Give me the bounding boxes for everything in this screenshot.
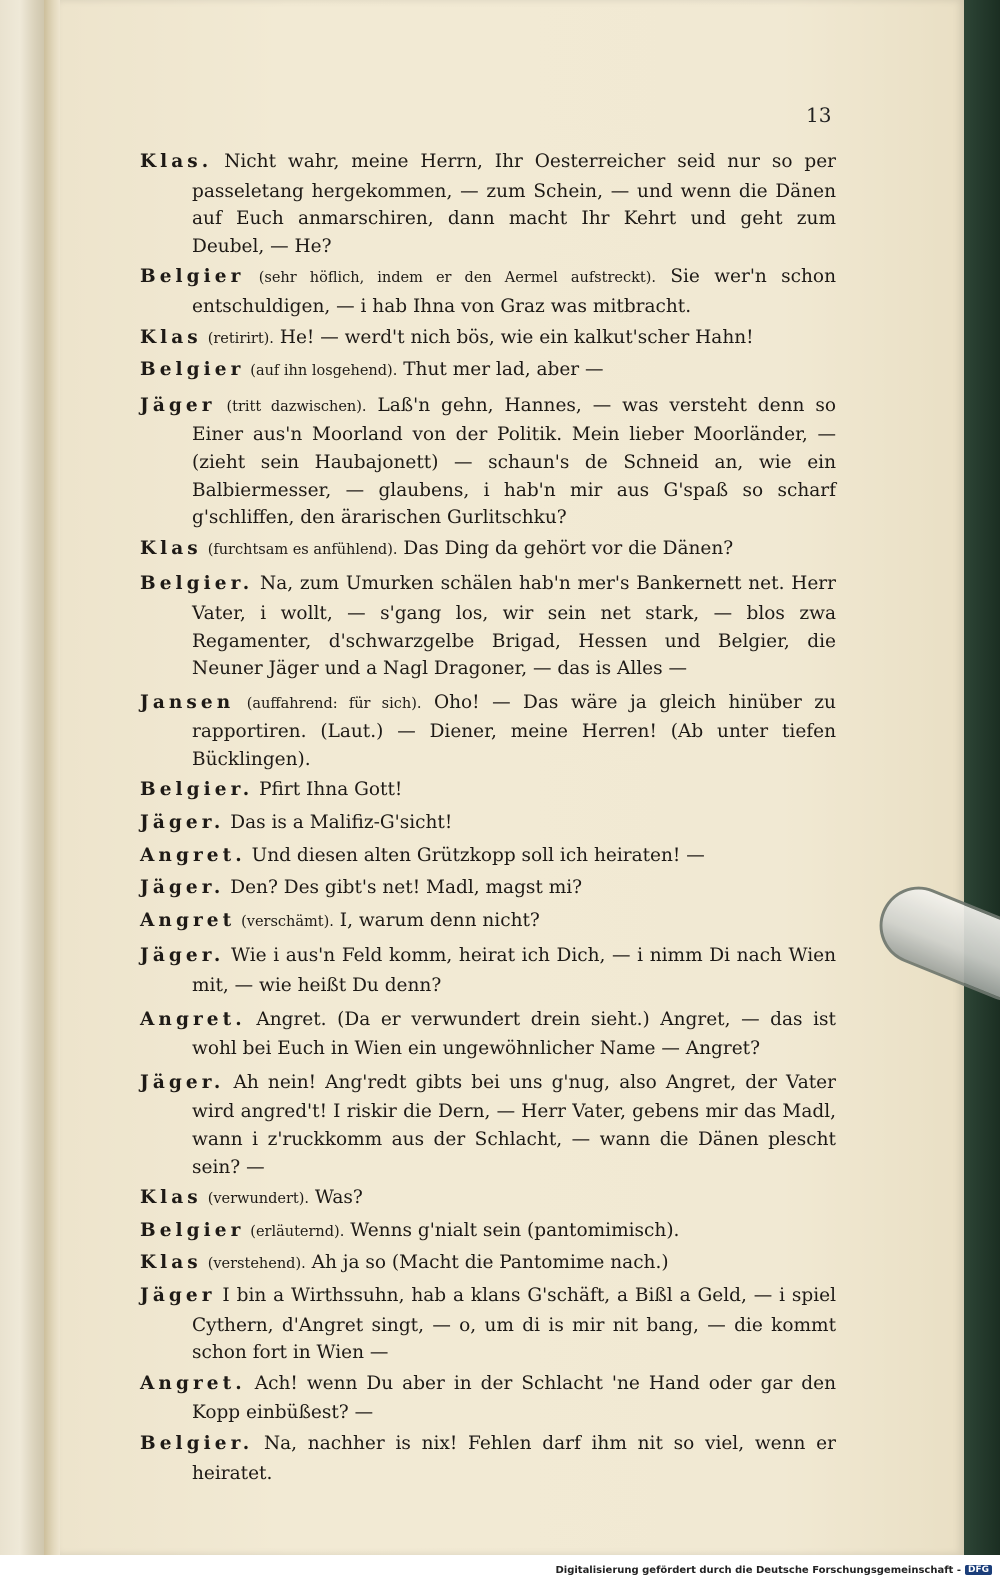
line-text: Nicht wahr, meine Herrn, Ihr Oesterreicher seid nur so per passeletang hergekommen, — zum Schein, — und wenn die Dänen auf Euch anmarschiren, dann macht Ihr Kehrt und geht zum Deubel, — He? bbox=[192, 151, 836, 257]
dialogue-line bbox=[140, 874, 836, 904]
line-text: Thut mer lad, aber — bbox=[403, 359, 604, 381]
dialogue-text bbox=[140, 148, 836, 1490]
dialogue-line bbox=[140, 263, 836, 320]
dialogue-line bbox=[140, 1282, 836, 1367]
stage-direction: (auffahrend: für sich). bbox=[246, 695, 422, 712]
scan-background bbox=[964, 0, 1000, 1555]
stage-direction: (tritt dazwischen). bbox=[226, 398, 367, 415]
line-text: He! — werd't nich bös, wie ein kalkut'scher Hahn! bbox=[279, 326, 754, 348]
speaker-name: Belgier. bbox=[140, 1432, 254, 1454]
gutter-shadow bbox=[44, 0, 60, 1555]
speaker-name: Angret. bbox=[140, 1372, 246, 1394]
stage-direction: (sehr höflich, indem er den Aermel aufstreckt). bbox=[258, 270, 656, 287]
line-text: Wenns g'nialt sein (pantomimisch). bbox=[350, 1219, 680, 1241]
stage-direction: (auf ihn losgehend). bbox=[250, 363, 398, 380]
speaker-name: Angret. bbox=[140, 1008, 246, 1030]
dialogue-line bbox=[140, 148, 836, 260]
speaker-name: Klas bbox=[140, 537, 202, 559]
dialogue-line bbox=[140, 1430, 836, 1487]
speaker-name: Jäger bbox=[140, 1284, 216, 1306]
stage-direction: (erläuternd). bbox=[250, 1223, 345, 1240]
line-text: Laß'n gehn, Hannes, — was versteht denn so Einer aus'n Moorland von der Politik. Mein lieber Moorländer, — (zieht sein Haubajonett) — schaun's de Schneid an, wie ein Balbiermesser, — glaubens, i hab'n mir aus G'spaß so scharf g'schliffen, den ärarischen Gurlitschku? bbox=[192, 394, 836, 529]
page-number: 13 bbox=[806, 103, 832, 127]
speaker-name: Belgier bbox=[140, 266, 245, 288]
credit-text: Digitalisierung gefördert durch die Deutsche Forschungsgemeinschaft - bbox=[555, 1565, 961, 1576]
stage-direction: (furchtsam es anfühlend). bbox=[207, 541, 398, 558]
dialogue-line bbox=[140, 1249, 836, 1279]
speaker-name: Jansen bbox=[140, 691, 235, 713]
dialogue-line bbox=[140, 392, 836, 532]
dialogue-line bbox=[140, 776, 836, 806]
speaker-name: Belgier. bbox=[140, 573, 254, 595]
line-text: Ach! wenn Du aber in der Schlacht 'ne Hand oder gar den Kopp einbüßest? — bbox=[192, 1372, 836, 1424]
line-text: I, warum denn nicht? bbox=[339, 909, 540, 931]
line-text: Ah ja so (Macht die Pantomime nach.) bbox=[311, 1252, 669, 1274]
speaker-name: Klas bbox=[140, 1252, 202, 1274]
stage-direction: (verwundert). bbox=[207, 1191, 310, 1208]
speaker-name: Klas bbox=[140, 1187, 202, 1209]
dialogue-line bbox=[140, 324, 836, 354]
line-text: Das Ding da gehört vor die Dänen? bbox=[403, 537, 734, 559]
line-text: Oho! — Das wäre ja gleich hinüber zu rapportiren. (Laut.) — Diener, meine Herren! (Ab unter tiefen Bücklingen). bbox=[192, 691, 836, 770]
line-text: Was? bbox=[314, 1187, 363, 1209]
line-text: Angret. (Da er verwundert drein sieht.) Angret, — das ist wohl bei Euch in Wien ein ungewöhnlicher Name — Angret? bbox=[192, 1008, 836, 1060]
speaker-name: Belgier bbox=[140, 1219, 245, 1241]
line-text: Pfirt Ihna Gott! bbox=[259, 779, 403, 801]
line-text: Und diesen alten Grützkopp soll ich heiraten! — bbox=[251, 844, 705, 866]
dialogue-line bbox=[140, 942, 836, 999]
speaker-name: Klas. bbox=[140, 151, 213, 172]
speaker-name: Jäger. bbox=[140, 812, 225, 834]
stage-direction: (retirirt). bbox=[207, 330, 274, 347]
dialogue-line bbox=[140, 907, 836, 937]
dfg-logo: DFG bbox=[965, 1565, 992, 1575]
stage-direction: (verstehend). bbox=[207, 1256, 306, 1273]
line-text: Ah nein! Ang'redt gibts bei uns g'nug, also Angret, der Vater wird angred't! I riskir die Dern, — Herr Vater, gebens mir das Madl, wann i z'ruckkomm aus der Schlacht, — wann die Dänen plescht sein? — bbox=[192, 1071, 836, 1178]
line-text: Na, zum Umurken schälen hab'n mer's Bankernett net. Herr Vater, i wollt, — s'gang los, wir sein net stark, — blos zwa Regamenter, d'schwarzgelbe Brigad, Hessen und Belgier, die Neuner Jäger und a Nagl Dragoner, — das is Alles — bbox=[192, 573, 836, 680]
stage-direction: (verschämt). bbox=[241, 913, 334, 930]
dialogue-line bbox=[140, 570, 836, 682]
speaker-name: Belgier. bbox=[140, 779, 254, 801]
speaker-name: Jäger. bbox=[140, 877, 225, 899]
line-text: Den? Des gibt's net! Madl, magst mi? bbox=[230, 877, 583, 899]
line-text: Das is a Malifiz-G'sicht! bbox=[230, 812, 453, 834]
dialogue-line bbox=[140, 535, 836, 565]
speaker-name: Angret. bbox=[140, 844, 246, 866]
dialogue-line bbox=[140, 1217, 836, 1247]
dialogue-line bbox=[140, 1006, 836, 1063]
speaker-name: Jäger bbox=[140, 394, 216, 416]
dialogue-line bbox=[140, 1069, 836, 1181]
line-text: Wie i aus'n Feld komm, heirat ich Dich, — i nimm Di nach Wien mit, — wie heißt Du denn? bbox=[192, 945, 836, 997]
dialogue-line bbox=[140, 689, 836, 774]
speaker-name: Belgier bbox=[140, 359, 245, 381]
dialogue-line bbox=[140, 1370, 836, 1427]
speaker-name: Jäger. bbox=[140, 1071, 225, 1093]
line-text: I bin a Wirthssuhn, hab a klans G'schäft, a Bißl a Geld, — i spiel Cythern, d'Angret singt, — o, um di is mir nit bang, — die kommt schon fort in Wien — bbox=[192, 1284, 836, 1364]
digitization-credit bbox=[555, 1565, 992, 1576]
dialogue-line bbox=[140, 356, 836, 386]
dialogue-line bbox=[140, 842, 836, 872]
dialogue-line bbox=[140, 809, 836, 839]
speaker-name: Klas bbox=[140, 326, 202, 348]
dialogue-line bbox=[140, 1184, 836, 1214]
speaker-name: Angret bbox=[140, 909, 236, 931]
line-text: Na, nachher is nix! Fehlen darf ihm nit so viel, wenn er heiratet. bbox=[192, 1432, 836, 1484]
line-text: Sie wer'n schon entschuldigen, — i hab Ihna von Graz was mitbracht. bbox=[192, 266, 836, 317]
book-spine bbox=[0, 0, 46, 1555]
speaker-name: Jäger. bbox=[140, 945, 225, 967]
